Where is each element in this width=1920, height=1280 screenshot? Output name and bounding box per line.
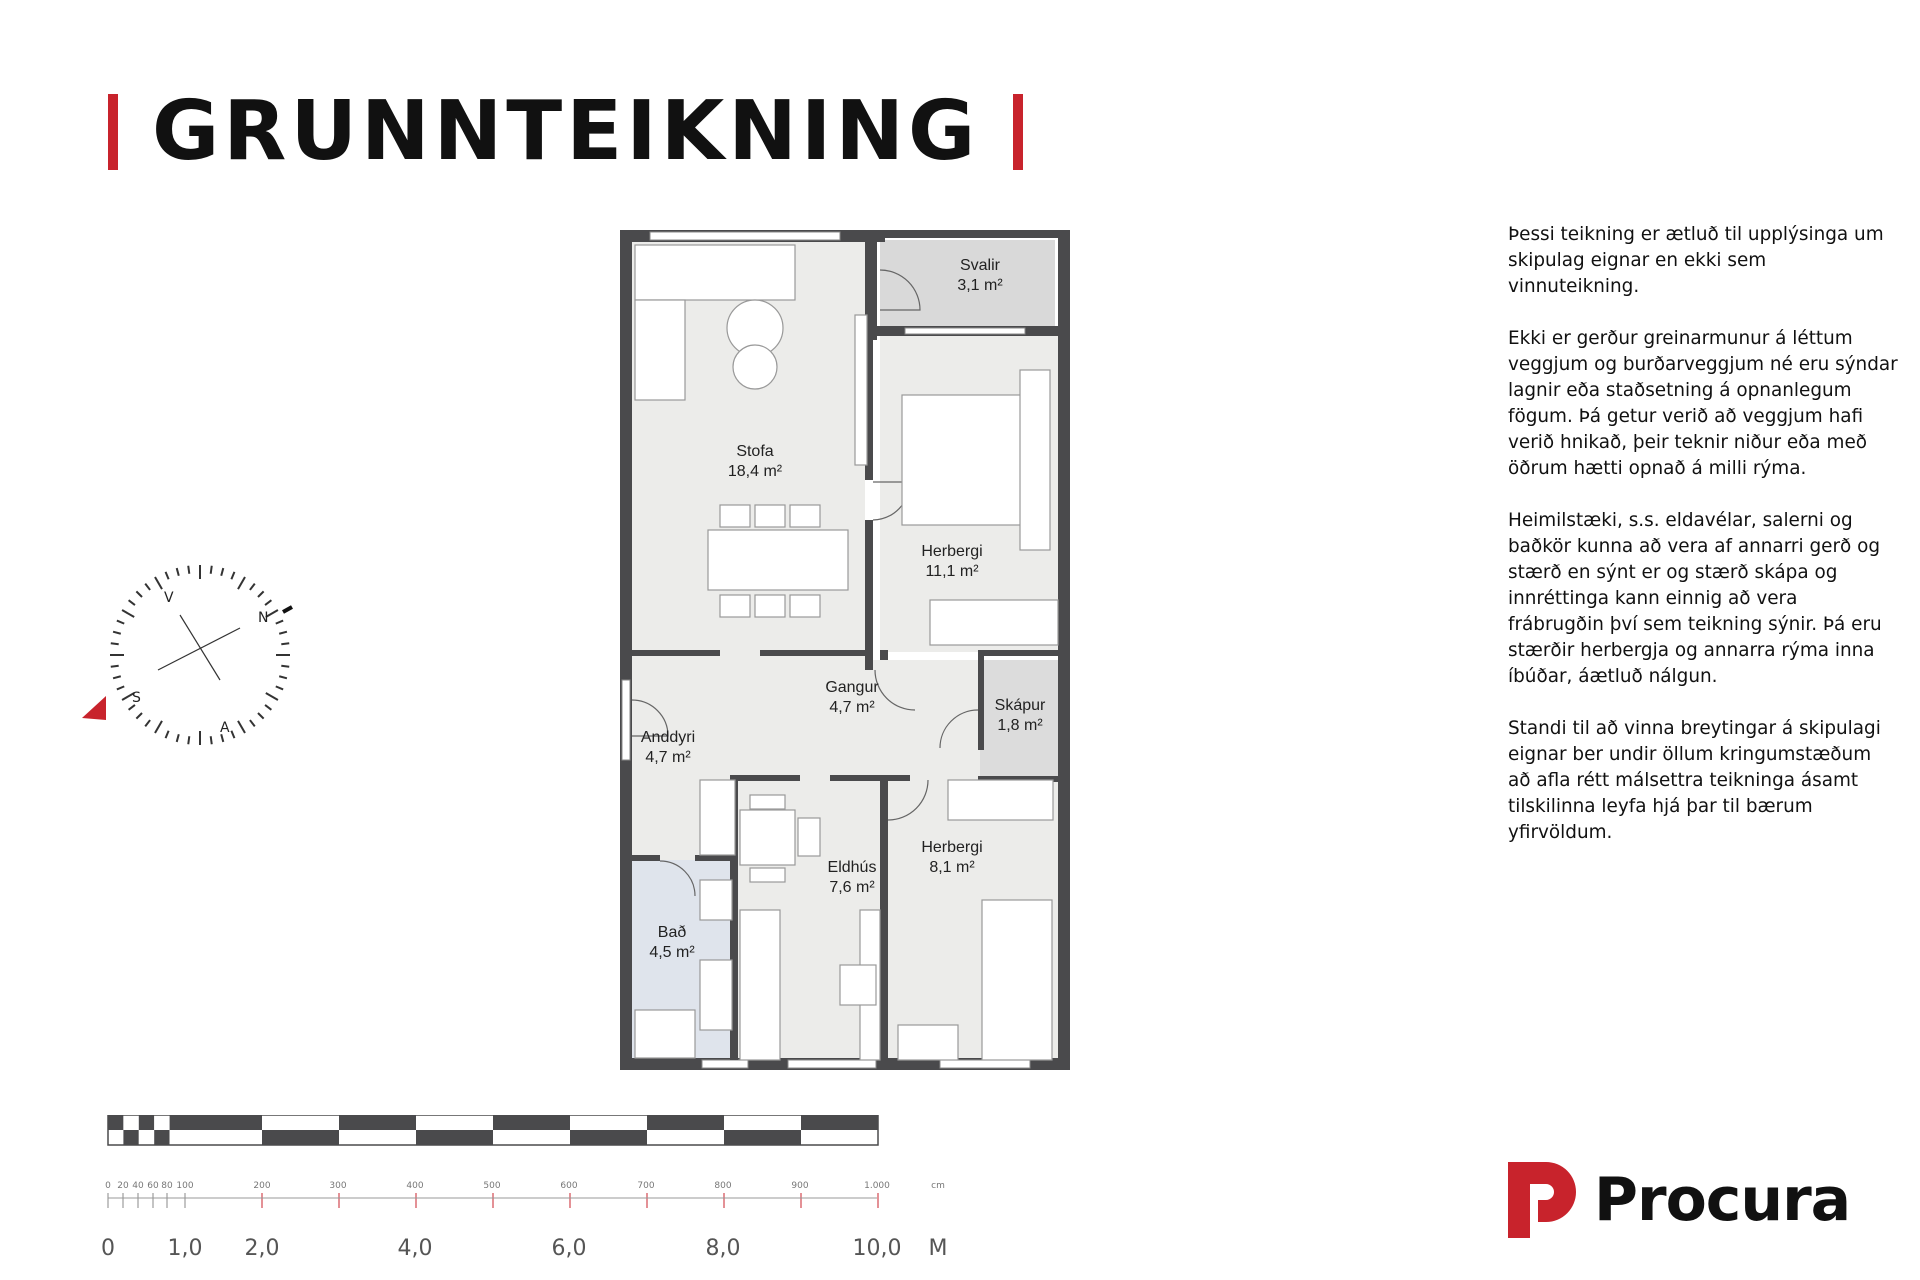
scale-block (123, 1130, 138, 1145)
room-skapur-area: 1,8 m² (997, 717, 1043, 734)
scale-minor-labels (105, 1181, 945, 1191)
compass-tick (281, 666, 289, 667)
scale-block (185, 1115, 262, 1130)
compass-tick (111, 666, 119, 667)
compass-tick (155, 577, 162, 589)
room-bad-name: Bað (657, 924, 687, 941)
compass-tick (177, 568, 179, 576)
compass-tick (117, 621, 124, 624)
disclaimer-paragraph: Heimilstæki, s.s. eldavélar, salerni og baðkör kunna að vera af annarri gerð og stærð en sýnt er og stærð skápa og innréttinga kann einnig að vera frábrugðin því sem teikning sýnir. Þá eru stærðir herbergja og annarra rýma inna íbúðar, áætluð nálgun. (1508, 510, 1882, 687)
compass-tick (166, 731, 169, 738)
title-block (108, 84, 1023, 179)
disclaimer-paragraph: Þessi teikning er ætluð til upplýsinga um skipulag eignar en ekki sem vinnuteikning. (1508, 224, 1884, 297)
room-svalir-name: Svalir (959, 257, 1001, 274)
scale-minor-label: cm (931, 1181, 945, 1191)
compass-ticks (110, 565, 290, 745)
scale-minor-label: 1.000 (864, 1181, 890, 1191)
compass-tick (221, 568, 223, 576)
compass-tick (279, 676, 287, 678)
room-anddyri-area: 4,7 m² (645, 749, 691, 766)
compass (80, 560, 300, 760)
scale-block (801, 1115, 878, 1130)
scale-major-label: 8,0 (705, 1236, 741, 1261)
compass-label-s: S (132, 690, 141, 706)
scale-block (139, 1115, 154, 1130)
scale-major-label: 0 (101, 1236, 115, 1261)
compass-tick (136, 591, 142, 597)
compass-tick (145, 720, 150, 726)
room-gangur-area: 4,7 m² (829, 699, 875, 716)
compass-tick (122, 610, 134, 617)
scale-block (570, 1130, 647, 1145)
room-herbergi2-name: Herbergi (921, 839, 983, 856)
scale-minor-label: 0 (105, 1181, 111, 1191)
page-title: GRUNNTEIKNING (152, 84, 980, 179)
title-right-bar (1013, 94, 1023, 170)
scale-minor-label: 600 (560, 1181, 578, 1191)
compass-tick (231, 572, 234, 579)
compass-tick (111, 643, 119, 644)
room-gangur-name: Gangur (825, 679, 879, 696)
compass-tick (155, 721, 162, 733)
compass-tick (276, 621, 283, 624)
compass-axis-ns (180, 615, 220, 680)
room-svalir-area: 3,1 m² (957, 277, 1003, 294)
disclaimer-paragraph: Ekki er gerður greinarmunur á léttum veggjum og burðarveggjum né eru sýndar lagnir eða staðsetning á opnanlegum fögum. Þá getur verið að veggjum hafi verið hnikað, þeir teknir niður eða með öðrum hætti opnað á milli rýma. (1508, 328, 1898, 479)
room-herbergi1-area: 11,1 m² (925, 563, 979, 580)
room-anddyri-name: Anddyri (640, 729, 696, 746)
scale-block (262, 1130, 339, 1145)
compass-tick (250, 584, 255, 590)
scale-block (108, 1115, 123, 1130)
room-stofa-name: Stofa (736, 443, 774, 460)
compass-tick (113, 676, 121, 678)
disclaimer-paragraph: Standi til að vinna breytingar á skipulagi eignar ber undir öllum kringumstæðum að afla rétt málsettra teikninga ásamt tilskilinna leyfa hjá þar til bærum yfirvöldum. (1508, 718, 1881, 843)
scale-minor-label: 700 (637, 1181, 655, 1191)
disclaimer-text (1508, 222, 1898, 872)
scale-minor-label: 40 (132, 1181, 144, 1191)
compass-tick (276, 686, 283, 689)
scale-block (154, 1130, 169, 1145)
scale-block (647, 1115, 724, 1130)
scale-minor-label: 800 (714, 1181, 732, 1191)
compass-tick (258, 591, 264, 597)
procura-logo-text: Procura (1594, 1165, 1851, 1235)
compass-label-n: N (258, 610, 269, 626)
floor-plan (600, 220, 1080, 1080)
scale-block (170, 1115, 185, 1130)
compass-tick (136, 713, 142, 719)
compass-tick (117, 686, 124, 689)
scale-bar (100, 1115, 960, 1265)
title-left-bar (108, 94, 118, 170)
scale-minor-label: 300 (329, 1181, 347, 1191)
scale-major-label: 6,0 (551, 1236, 587, 1261)
scale-block (170, 1130, 185, 1145)
scale-minor-label: 400 (406, 1181, 424, 1191)
scale-ticks (108, 1193, 878, 1208)
compass-tick (279, 632, 287, 634)
compass-tick (238, 577, 245, 589)
compass-tick (258, 713, 264, 719)
compass-tick (113, 632, 121, 634)
room-eldhus-name: Eldhús (827, 859, 877, 876)
compass-tick (166, 572, 169, 579)
room-stofa-area: 18,4 m² (727, 463, 783, 480)
scale-major-label: 10,0 (852, 1236, 902, 1261)
scale-block (154, 1115, 169, 1130)
scale-block (139, 1130, 154, 1145)
compass-tick (188, 566, 189, 574)
scale-major-labels (101, 1236, 947, 1261)
scale-major-label: 4,0 (397, 1236, 433, 1261)
scale-block (339, 1115, 416, 1130)
scale-minor-label: 80 (161, 1181, 173, 1191)
room-herbergi2-area: 8,1 m² (929, 859, 975, 876)
procura-logo (1508, 1160, 1850, 1240)
compass-tick (266, 693, 278, 700)
compass-tick (211, 736, 212, 744)
scale-block (724, 1130, 801, 1145)
scale-major-label: 2,0 (244, 1236, 280, 1261)
compass-tick (188, 736, 189, 744)
scale-minor-label: 100 (176, 1181, 194, 1191)
compass-tick (211, 566, 212, 574)
room-bad-area: 4,5 m² (649, 944, 695, 961)
scale-major-label: 1,0 (167, 1236, 203, 1261)
compass-tick (281, 643, 289, 644)
room-skapur-name: Skápur (994, 697, 1046, 714)
compass-tick (177, 734, 179, 742)
compass-label-v: V (164, 590, 174, 606)
scale-major-label: M (928, 1236, 948, 1261)
scale-minor-label: 60 (147, 1181, 159, 1191)
scale-minor-label: 20 (117, 1181, 129, 1191)
compass-label-a: A (220, 720, 230, 736)
compass-tick (265, 705, 271, 710)
compass-tick (250, 720, 255, 726)
scale-block (416, 1130, 493, 1145)
scale-minor-label: 900 (791, 1181, 809, 1191)
compass-south-arrow-icon (82, 696, 106, 720)
scale-blocks (108, 1115, 878, 1145)
compass-tick (238, 721, 245, 733)
room-eldhus-area: 7,6 m² (829, 879, 875, 896)
compass-tick (145, 584, 150, 590)
compass-tick (265, 600, 271, 605)
scale-block (493, 1115, 570, 1130)
compass-tick (231, 731, 234, 738)
scale-minor-label: 500 (483, 1181, 501, 1191)
compass-axis-va (158, 628, 240, 670)
room-herbergi1-name: Herbergi (921, 543, 983, 560)
compass-tick (129, 600, 135, 605)
scale-minor-label: 200 (253, 1181, 271, 1191)
scale-block (123, 1115, 138, 1130)
scale-block (108, 1130, 123, 1145)
compass-north-marker (283, 607, 292, 612)
procura-p-icon (1508, 1162, 1576, 1238)
